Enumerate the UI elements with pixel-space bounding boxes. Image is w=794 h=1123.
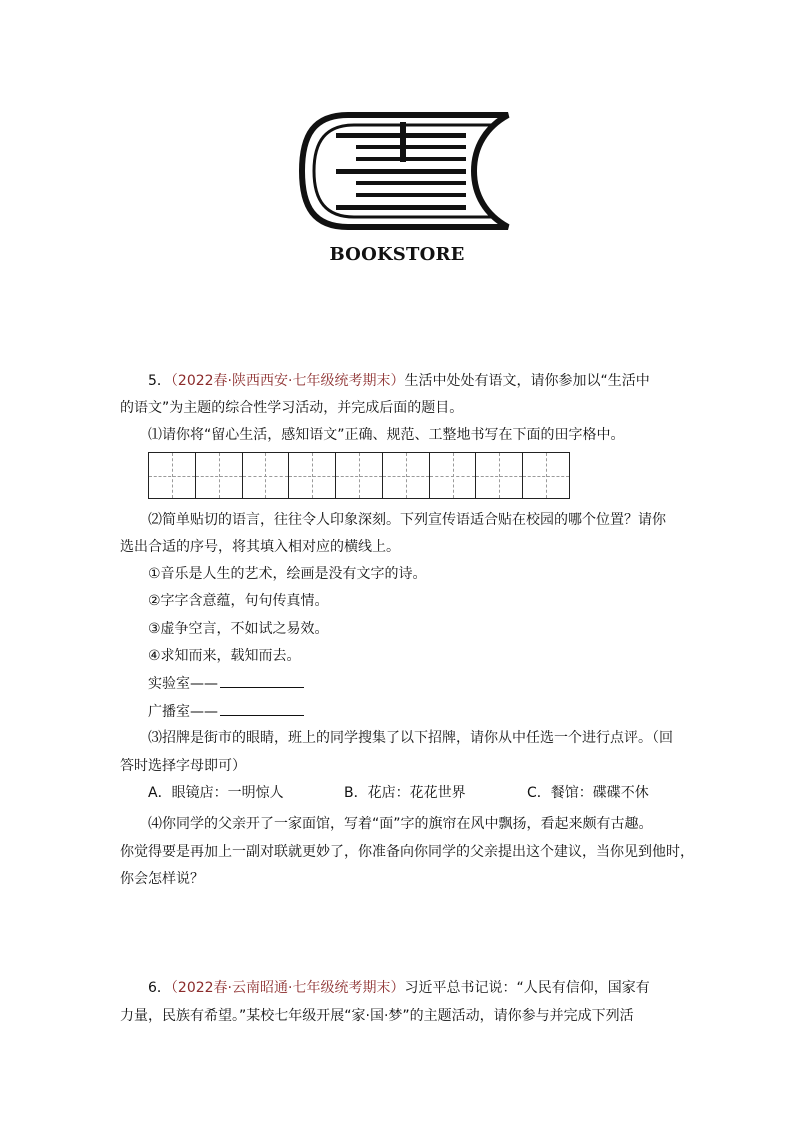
q5-part2-line-2: 选出合适的序号，将其填入相对应的横线上。	[120, 539, 400, 555]
grid-cell[interactable]	[336, 453, 383, 498]
grid-cell[interactable]	[476, 453, 523, 498]
grid-cell[interactable]	[430, 453, 477, 498]
q5-part2-line-1: ⑵简单贴切的语言，往往令人印象深刻。下列宣传语适合贴在校园的哪个位置？请你	[148, 512, 666, 528]
q6-source: （2022春·云南昭通·七年级统考期末）	[170, 980, 405, 996]
q6-number: 6．	[148, 980, 171, 996]
lab-label: 实验室——	[148, 676, 218, 692]
q5-part4-line-3: 你会怎样说？	[120, 871, 204, 887]
grid-cell[interactable]	[149, 453, 196, 498]
broadcast-answer-row	[148, 701, 304, 722]
q5-option-1: ①音乐是人生的艺术，绘画是没有文字的诗。	[148, 566, 427, 582]
grid-cell[interactable]	[243, 453, 290, 498]
tianzige-grid[interactable]	[148, 452, 570, 499]
q5-option-4: ④求知而来，载知而去。	[148, 648, 301, 664]
open-book-icon	[296, 111, 516, 231]
q5-option-3: ③虚争空言，不如试之易效。	[148, 621, 329, 637]
sign-option-c: C．餐馆：碟碟不休	[527, 785, 649, 801]
lab-answer-row	[148, 673, 304, 694]
broadcast-label: 广播室——	[148, 704, 218, 720]
brand-name: BOOKSTORE	[329, 244, 465, 265]
q5-part3-line-2: 答时选择字母即可）	[120, 758, 246, 774]
q5-option-2: ②字字含意蕴，句句传真情。	[148, 593, 329, 609]
grid-cell[interactable]	[383, 453, 430, 498]
q6-intro-line-1	[148, 978, 650, 998]
q5-number: 5．	[148, 373, 171, 389]
q5-part1: ⑴请你将“留心生活，感知语文”正确、规范、工整地书写在下面的田字格中。	[148, 427, 625, 443]
q5-source: （2022春·陕西西安·七年级统考期末）	[170, 373, 405, 389]
bookstore-logo	[296, 111, 516, 231]
grid-cell[interactable]	[523, 453, 569, 498]
sign-option-b: B．花店：花花世界	[344, 785, 466, 801]
grid-cell[interactable]	[196, 453, 243, 498]
q5-intro-line-2: 的语文”为主题的综合性学习活动，并完成后面的题目。	[120, 400, 464, 416]
q5-part4-line-2: 你觉得要是再加上一副对联就更妙了，你准备向你同学的父亲提出这个建议，当你见到他时，	[120, 844, 694, 860]
q5-part3-line-1: ⑶招牌是街市的眼睛，班上的同学搜集了以下招牌，请你从中任选一个进行点评。（回	[148, 730, 673, 746]
lab-answer-blank[interactable]	[220, 673, 304, 688]
q5-part4-line-1: ⑷你同学的父亲开了一家面馆，写着“面”字的旗帘在风中飘扬，看起来颇有古趣。	[148, 816, 653, 832]
grid-cell[interactable]	[289, 453, 336, 498]
q5-intro-line-1	[148, 371, 650, 391]
sign-option-a: A．眼镜店：一明惊人	[148, 785, 284, 801]
q5-intro-text: 生活中处处有语文，请你参加以“生活中	[404, 373, 650, 389]
q6-intro-text: 习近平总书记说：“人民有信仰，国家有	[404, 980, 650, 996]
q6-intro-line-2: 力量，民族有希望。”某校七年级开展“家·国·梦”的主题活动，请你参与并完成下列活	[120, 1008, 634, 1024]
broadcast-answer-blank[interactable]	[220, 701, 304, 716]
